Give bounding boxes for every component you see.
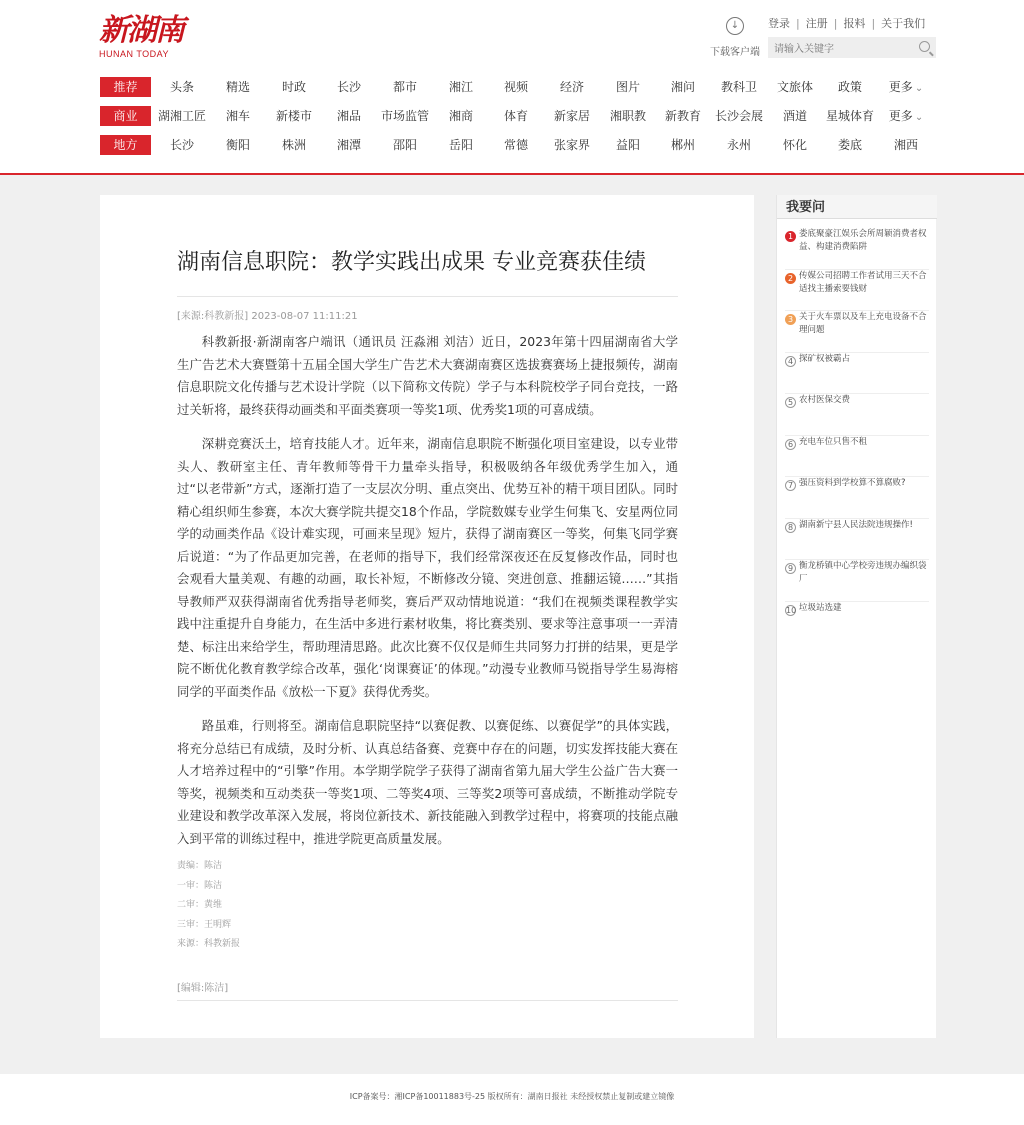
nav-item[interactable]: 常德 <box>503 138 528 152</box>
nav-item[interactable]: 新教育 <box>664 109 701 123</box>
nav-item[interactable]: 图片 <box>615 80 640 94</box>
search-input[interactable] <box>768 39 908 60</box>
nav-item[interactable]: 永州 <box>726 138 751 152</box>
question-link[interactable]: 垃圾站选建 <box>799 602 842 613</box>
nav-item[interactable]: 都市 <box>392 80 417 94</box>
nav-item[interactable]: 湘职教 <box>609 109 646 123</box>
nav-row-local <box>100 135 936 155</box>
editor-credits <box>177 857 240 955</box>
list-item[interactable] <box>785 477 929 519</box>
site-footer <box>0 1074 1024 1125</box>
question-link[interactable]: 强压资料到学校算不算腐败? <box>799 478 906 488</box>
nav-item[interactable]: 长沙 <box>169 138 194 152</box>
nav-item[interactable]: 长沙会展 <box>714 109 763 123</box>
site-header <box>0 0 1024 175</box>
nav-item[interactable]: 文旅体 <box>776 80 813 94</box>
nav-item[interactable]: 株洲 <box>281 138 306 152</box>
editor-line: 一审：陈洁 <box>177 880 223 891</box>
editor-line: 二审：黄维 <box>177 900 223 910</box>
article-panel <box>100 195 754 1038</box>
ask-sidebar <box>776 195 936 1038</box>
nav-item[interactable]: 郴州 <box>670 138 695 152</box>
editor-line: 来源：科教新报 <box>177 939 241 949</box>
list-item[interactable] <box>785 394 929 436</box>
nav-item[interactable]: 头条 <box>169 80 194 94</box>
rank-badge: 9 <box>785 563 796 574</box>
article-meta: [来源:科教新报] 2023-08-07 11:11:21 <box>177 296 678 322</box>
rank-badge: 6 <box>785 439 796 450</box>
editor-line: 三审：王明辉 <box>177 919 232 930</box>
nav-item[interactable]: 湘潭 <box>336 138 361 152</box>
nav-item[interactable]: 新家居 <box>553 109 590 123</box>
rank-badge: 5 <box>785 397 796 408</box>
search-box <box>768 37 936 58</box>
nav-label-recommend[interactable]: 推荐 <box>100 77 151 97</box>
nav-row-business <box>100 106 936 126</box>
footer-copyright: ICP备案号：湘ICP备10011883号-25 版权所有：湖南日报社 未经授权禁止复制或建立镜像 <box>349 1092 675 1101</box>
nav-label-local[interactable]: 地方 <box>100 135 151 155</box>
login-link[interactable]: 登录 <box>768 17 790 30</box>
nav-item[interactable]: 湘商 <box>448 109 473 123</box>
list-item[interactable] <box>785 311 929 353</box>
nav-item[interactable]: 张家界 <box>553 138 590 152</box>
search-icon[interactable] <box>919 41 930 52</box>
editor-line: 责编：陈洁 <box>177 861 223 871</box>
nav-item[interactable]: 邵阳 <box>392 138 417 152</box>
nav-item[interactable]: 衡阳 <box>225 138 250 152</box>
rank-badge: 8 <box>785 522 796 533</box>
download-client-button[interactable] <box>706 17 764 58</box>
nav-row-recommend <box>100 77 936 97</box>
register-link[interactable]: 注册 <box>805 17 828 30</box>
nav-more-dropdown[interactable]: 更多 ⌄ <box>878 77 934 99</box>
nav-more-dropdown[interactable]: 更多 ⌄ <box>878 106 934 128</box>
article-paragraph: 科教新报·新湖南客户端讯（通讯员 汪淼湘 刘洁）近日，2023年第十四届湖南省大学生广告艺术大赛暨第十五届全国大学生广告艺术大赛湖南赛区选拔赛赛场上捷报频传，湖南信息职院文化传播与艺术设计学院（以下简称文传院）学子与本科院校学子同台竞技，一路过关斩将，最终获得动画类和平面类赛项一等奖1项、优秀奖1项的可喜成绩。 <box>177 334 678 417</box>
about-link[interactable]: 关于我们 <box>881 17 926 30</box>
list-item[interactable] <box>785 270 929 312</box>
rank-badge: 4 <box>785 356 796 367</box>
question-list <box>785 228 929 643</box>
nav-item[interactable]: 湘品 <box>336 109 361 123</box>
logo-subtext: HUNAN TODAY <box>99 49 170 59</box>
nav-item[interactable]: 体育 <box>503 109 528 123</box>
list-item[interactable] <box>785 560 929 602</box>
rank-badge: 7 <box>785 480 796 491</box>
nav-item[interactable]: 湘西 <box>893 138 918 152</box>
nav-item[interactable]: 精选 <box>225 80 250 94</box>
question-link[interactable]: 充电车位只售不租 <box>799 436 868 447</box>
report-link[interactable]: 报料 <box>843 17 866 30</box>
download-icon: ↓ <box>726 17 744 35</box>
rank-badge: 1 <box>785 231 796 242</box>
nav-item[interactable]: 岳阳 <box>448 138 473 152</box>
article-title: 湖南信息职院：教学实践出成果 专业竞赛获佳绩 <box>177 250 646 275</box>
nav-item[interactable]: 湘江 <box>448 80 473 94</box>
nav-item[interactable]: 长沙 <box>336 80 361 94</box>
list-item[interactable] <box>785 436 929 478</box>
list-item[interactable] <box>785 519 929 561</box>
question-link[interactable]: 关于火车票以及车上充电设备不合理问题 <box>799 312 927 335</box>
question-link[interactable]: 湖南新宁县人民法院违规操作! <box>799 519 913 530</box>
question-link[interactable]: 农村医保交费 <box>799 395 851 405</box>
nav-item[interactable]: 湘车 <box>225 109 250 123</box>
question-link[interactable]: 探矿权被霸占 <box>799 353 851 364</box>
nav-item[interactable]: 星城体育 <box>825 109 874 123</box>
article-paragraph: 深耕竞赛沃土，培育技能人才。近年来，湖南信息职院不断强化项目室建设，以专业带头人、教研室主任、青年教师等骨干力量牵头指导，积极吸纳各年级优秀学生加入，通过“以老带新”方式，逐渐打造了一支层次分明、重点突出、优势互补的精干项目团队。同时精心组织师生参赛，本次大赛学院共提交18个作品，学院数媒专业学生何集飞、安星两位同学的动画类作品《设计难实现，可画来呈现》短片，获得了湖南赛区一等奖，何集飞同学赛后说道：“为了作品更加完善，在老师的指导下，我们经常深夜还在反复修改作品，同时也会观看大量美观、有趣的动画，取长补短，不断修改分镜、突进创意、推翻运镜……”其指导教师严双获得湖南省优秀指导老师奖，赛后严双动情地说道：“我们在视频类课程教学实践中注重提升自身能力，在生活中多进行素材收集，将比赛类别、要求等注意事项一一弄清楚、标注出来给学生，帮助理清思路。此次比赛不仅仅是师生共同努力打拼的结果，更是学院不断优化教育教学综合改革，强化‘岗课赛证’的体现。”动漫专业教师马锐指导学生易海榕同学的平面类作品《放松一下夏》获得优秀奖。 <box>177 436 678 699</box>
nav-item[interactable]: 政策 <box>837 80 862 94</box>
download-label: 下载客户端 <box>710 47 760 58</box>
nav-item[interactable]: 酒道 <box>782 109 807 123</box>
list-item[interactable] <box>785 353 929 395</box>
nav-item[interactable]: 时政 <box>281 80 306 94</box>
question-link[interactable]: 娄底聚豪江娱乐会所周颖消费者权益、构建消费陷阱 <box>799 229 927 252</box>
nav-item[interactable]: 市场监管 <box>380 109 429 123</box>
rank-badge: 10 <box>786 605 797 615</box>
nav-item[interactable]: 益阳 <box>615 138 640 152</box>
article-body <box>177 331 678 862</box>
site-logo[interactable] <box>99 14 183 62</box>
nav-item[interactable]: 怀化 <box>782 138 807 152</box>
sidebar-title: 我要问 <box>777 195 937 219</box>
nav-item[interactable]: 湖湘工匠 <box>157 109 206 123</box>
article-paragraph: 路虽难，行则将至。湖南信息职院坚持“以赛促教、以赛促练、以赛促学”的具体实践，将充分总结已有成绩，及时分析、认真总结备赛、竞赛中存在的问题，切实发挥技能大赛在人才培养过程中的“引擎”作用。本学期学院学子获得了湖南省第九届大学生公益广告大赛一等奖，视频类和互动类获一等奖1项、二等奖4项、三等奖2项等可喜成绩，不断推动学院专业建设和教学改革深入发展，将岗位新技术、新技能融入到教学过程中，将赛项的技能点融入到平常的训练过程中，推进学院更高质量发展。 <box>177 718 678 846</box>
nav-item[interactable]: 经济 <box>559 80 584 94</box>
logo-text: 新湖南 <box>99 13 183 48</box>
list-item[interactable] <box>785 602 929 644</box>
nav-item[interactable]: 教科卫 <box>720 80 757 94</box>
nav-item[interactable]: 新楼市 <box>275 109 312 123</box>
editor-tag: [编辑:陈洁] <box>177 979 678 1001</box>
nav-label-business[interactable]: 商业 <box>100 106 151 126</box>
rank-badge: 2 <box>785 273 796 284</box>
nav-item[interactable]: 视频 <box>503 80 528 94</box>
list-item[interactable] <box>785 228 929 270</box>
question-link[interactable]: 传媒公司招聘工作者试用三天不合适找主播索要钱财 <box>799 270 927 294</box>
nav-item[interactable]: 娄底 <box>837 138 862 152</box>
top-links: 登录 | 注册 | 报料 | 关于我们 <box>768 17 926 30</box>
nav-item[interactable]: 湘问 <box>670 80 695 94</box>
rank-badge: 3 <box>785 314 796 325</box>
question-link[interactable]: 衡龙桥镇中心学校旁违规办编织袋厂 <box>799 561 927 584</box>
